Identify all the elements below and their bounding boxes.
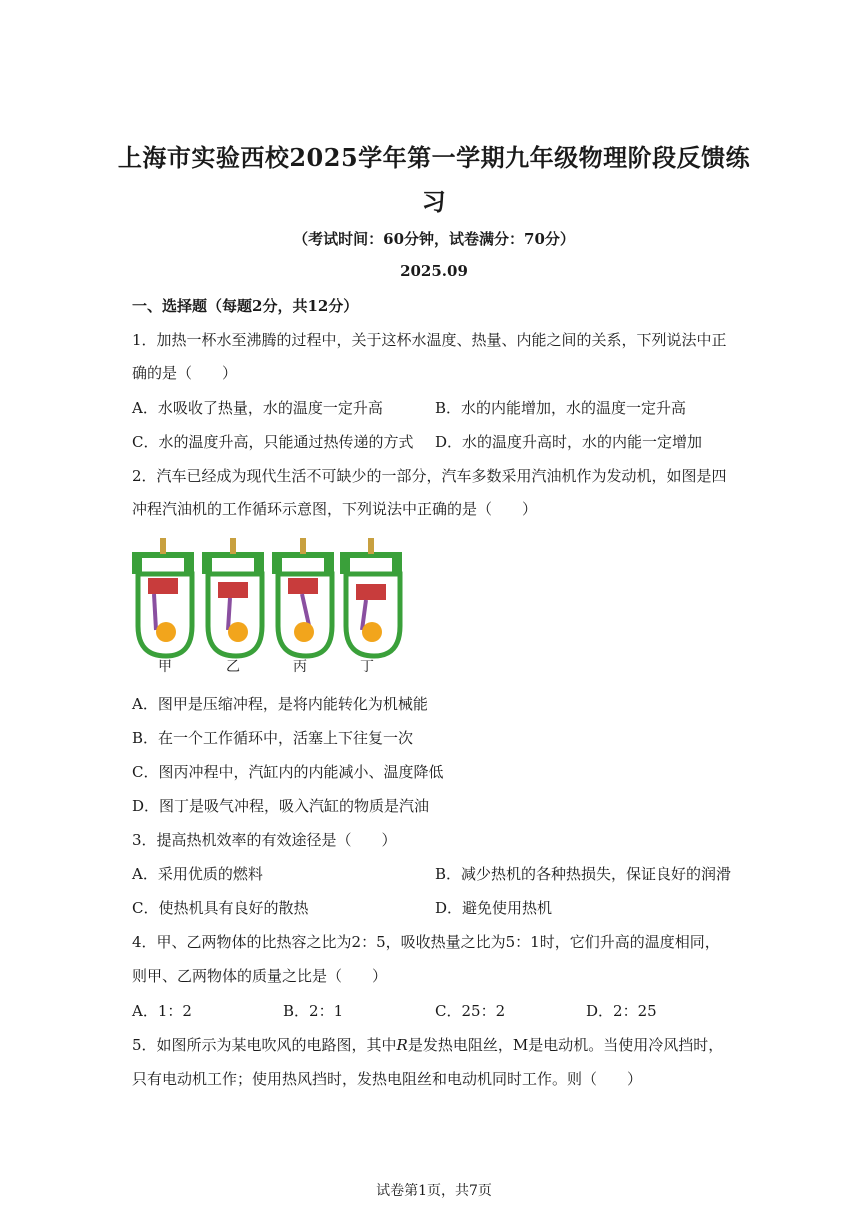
engine-label-yi: 乙 <box>226 659 240 675</box>
q4-option-b: B．2：1 <box>283 1002 344 1020</box>
q2-stem-line2: 冲程汽油机的工作循环示意图，下列说法中正确的是（ ） <box>132 500 538 518</box>
page-footer: 试卷第1页，共7页 <box>376 1183 492 1199</box>
q1-option-b: B．水的内能增加，水的温度一定升高 <box>435 399 687 417</box>
q1-stem-line2: 确的是（ ） <box>132 364 238 382</box>
q3-option-d: D．避免使用热机 <box>435 899 553 917</box>
q3-option-c: C．使热机具有良好的散热 <box>132 899 309 917</box>
engine-label-jia: 甲 <box>158 659 172 675</box>
q5-stem-post: 是发热电阻丝，M是电动机。当使用冷风挡时， <box>407 1036 724 1054</box>
page-title-line2: 习 <box>421 187 447 216</box>
q5-stem-line2: 只有电动机工作；使用热风挡时，发热电阻丝和电动机同时工作。则（ ） <box>132 1070 643 1088</box>
q1-stem-line1: 1．加热一杯水至沸腾的过程中，关于这杯水温度、热量、内能之间的关系，下列说法中正 <box>132 331 727 349</box>
q1-option-d: D．水的温度升高时，水的内能一定增加 <box>435 433 703 451</box>
q3-option-b: B．减少热机的各种热损失，保证良好的润滑 <box>435 865 732 883</box>
exam-date: 2025.09 <box>400 262 468 280</box>
q5-stem-line1 <box>132 1035 723 1055</box>
q2-option-c: C．图丙冲程中，汽缸内的内能减小、温度降低 <box>132 763 444 781</box>
q2-stem-line1: 2．汽车已经成为现代生活不可缺少的一部分，汽车多数采用汽油机作为发动机，如图是四 <box>132 467 727 485</box>
engine-ding <box>340 538 402 656</box>
q4-stem-line1: 4．甲、乙两物体的比热容之比为2：5，吸收热量之比为5：1时，它们升高的温度相同， <box>132 933 720 951</box>
engine-jia <box>132 538 194 656</box>
q4-option-c: C．25：2 <box>435 1002 506 1020</box>
q4-option-a: A．1：2 <box>132 1002 192 1020</box>
exam-info: （考试时间：60分钟，试卷满分：70分） <box>293 230 575 248</box>
q5-stem-pre: 5．如图所示为某电吹风的电路图，其中 <box>132 1036 397 1054</box>
q3-option-a: A．采用优质的燃料 <box>132 865 263 883</box>
q4-stem-line2: 则甲、乙两物体的质量之比是（ ） <box>132 967 388 985</box>
q2-option-d: D．图丁是吸气冲程，吸入汽缸的物质是汽油 <box>132 797 430 815</box>
q1-option-a: A．水吸收了热量，水的温度一定升高 <box>132 399 383 417</box>
q1-option-c: C．水的温度升高，只能通过热传递的方式 <box>132 433 414 451</box>
q2-option-b: B．在一个工作循环中，活塞上下往复一次 <box>132 729 414 747</box>
engine-yi <box>202 538 264 656</box>
q2-option-a: A．图甲是压缩冲程，是将内能转化为机械能 <box>132 695 428 713</box>
engine-label-bing: 丙 <box>293 659 307 675</box>
engine-bing <box>272 538 334 656</box>
q5-var-r: R <box>396 1036 408 1054</box>
q4-option-d: D．2：25 <box>586 1002 657 1020</box>
engine-label-ding: 丁 <box>360 659 374 675</box>
q3-stem: 3．提高热机效率的有效途径是（ ） <box>132 831 397 849</box>
page-title-line1: 上海市实验西校2025学年第一学期九年级物理阶段反馈练 <box>117 143 751 172</box>
section-heading: 一、选择题（每题2分，共12分） <box>132 297 359 315</box>
